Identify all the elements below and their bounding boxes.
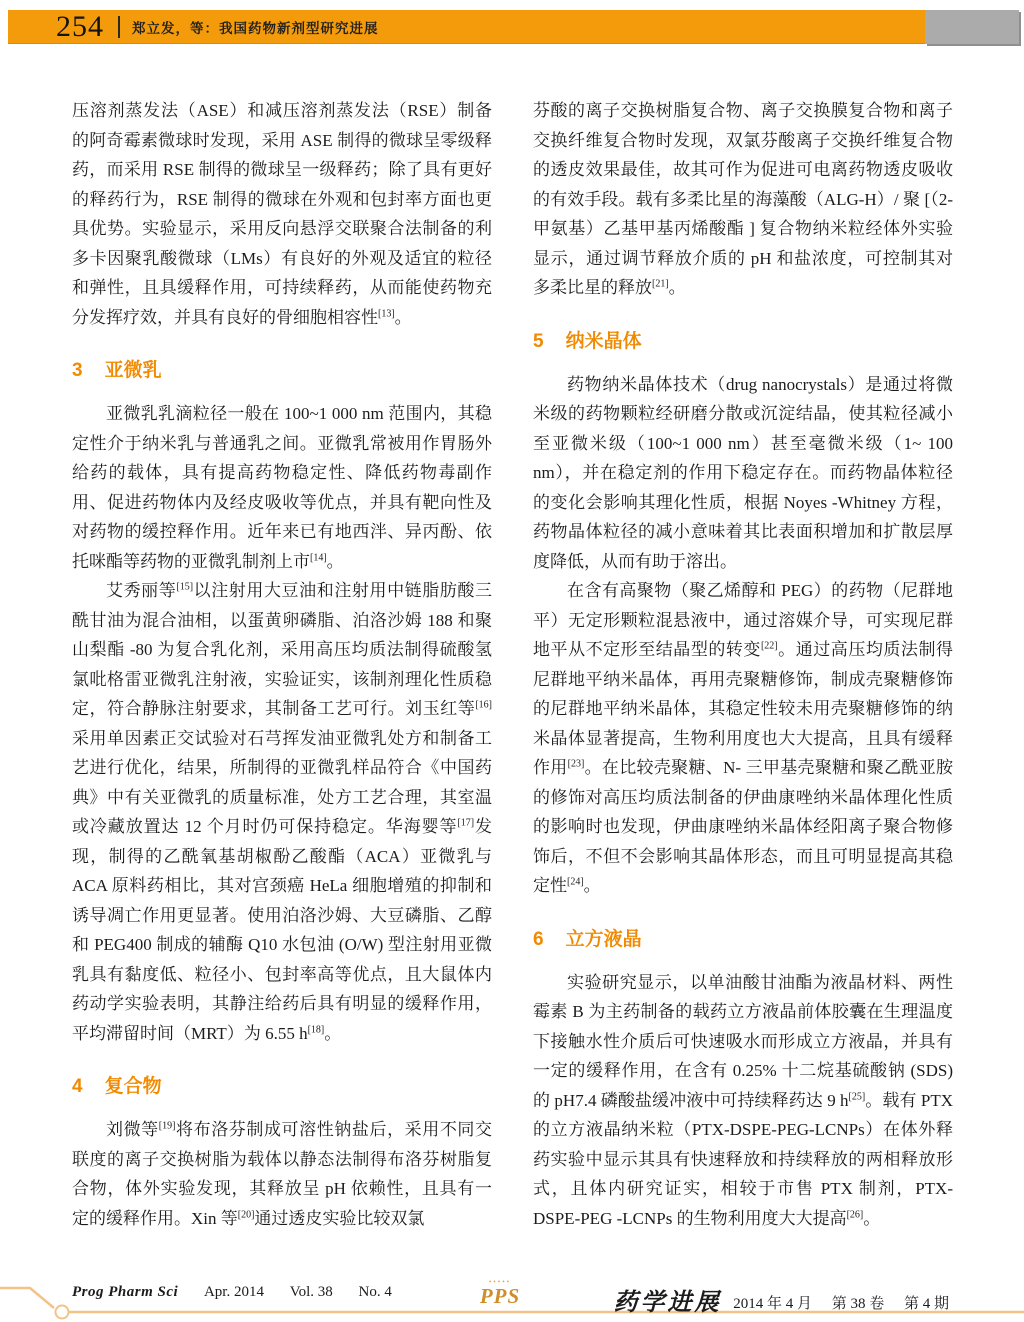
header-gray-band (925, 10, 1019, 44)
section-5-heading (533, 327, 953, 357)
footer-issue-en: No. 4 (358, 1284, 392, 1300)
section-6-heading (533, 925, 953, 955)
footer-citation-en (72, 1284, 392, 1301)
section-3-heading (72, 356, 492, 386)
pps-logo (472, 1279, 528, 1307)
footer-date-en: Apr. 2014 (203, 1284, 264, 1300)
column-right (533, 96, 953, 1233)
header-orange-band (8, 10, 925, 44)
section-3-number: 3 (72, 360, 83, 381)
paragraph-submicroemulsion-studies: 艾秀丽等[15]以注射用大豆油和注射用中链脂肪酸三酰甘油为混合油相，以蛋黄卵磷脂、泊洛沙姆 188 和聚山梨酯 -80 为复合乳化剂，采用高压均质法制得硫酸氢氯吡格雷亚微乳注射液，实验证实，该制剂理化性质稳定，符合静脉注射要求，其制备工艺可行。刘玉红等[16]采用单因素正交试验对石芎挥发油亚微乳处方和制备工艺进行优化，结果，所制得的亚微乳样品符合《中国药典》中有关亚微乳的质量标准，处方工艺合理，其室温或冷藏放置达 12 个月时仍可保持稳定。华海婴等[17]发现，制得的乙酰氧基胡椒酚乙酸酯（ACA）亚微乳与 ACA 原料药相比，其对宫颈癌 HeLa 细胞增殖的抑制和诱导凋亡作用更显著。使用泊洛沙姆、大豆磷脂、乙醇和 PEG400 制成的辅酶 Q10 水包油 (O/W) 型注射用亚微乳具有黏度低、粒径小、包封率高等优点，且大鼠体内药动学实验表明，其静注给药后具有明显的缓释作用，平均滞留时间（MRT）为 6.55 h[18]。 (72, 581, 493, 1043)
section-3-title: 亚微乳 (104, 360, 162, 381)
paragraph-nanocrystals-studies: 在含有高聚物（聚乙烯醇和 PEG）的药物（尼群地平）无定形颗粒混悬液中，通过溶媒介导，可实现尼群地平从不定形至结晶型的转变[22]。通过高压均质法制得尼群地平纳米晶体，再用壳聚糖修饰，制成壳聚糖修饰的尼群地平纳米晶体，其稳定性较未用壳聚糖修饰的纳米晶体显著提高，生物利用度也大大提高，且具有缓释作用[23]。在比较壳聚糖、N- 三甲基壳聚糖和聚乙酰亚胺的修饰对高压均质法制备的伊曲康唑纳米晶体理化性质的影响时也发现，伊曲康唑纳米晶体经阳离子聚合物修饰后，不但不会影响其晶体形态，而且可明显提高其稳定性[24]。 (533, 581, 954, 895)
footer-journal-en: Prog Pharm Sci (72, 1284, 179, 1300)
section-5-number: 5 (533, 330, 544, 352)
paragraph-nanocrystals-intro: 药物纳米晶体技术（drug nanocrystals）是通过将微米级的药物颗粒经研磨分散或沉淀结晶，使其粒径减小至亚微米级（100~1 000 nm）甚至毫微米级（1~ 100 nm），并在稳定剂的作用下稳定存在。而药物晶体粒径的变化会影响其理化性质，根据 Noyes -Whitney 方程，药物晶体粒径的减小意味着其比表面积增加和扩散层厚度降低，从而有助于溶出。 (533, 374, 953, 571)
section-4-number: 4 (72, 1076, 83, 1097)
paragraph-complexes-continued: 芬酸的离子交换树脂复合物、离子交换膜复合物和离子交换纤维复合物时发现，双氯芬酸离子交换纤维复合物的透皮效果最佳，故其可作为促进可电离药物透皮吸收的有效手段。载有多柔比星的海藻酸（ALG-H）/ 聚 [（2-甲氨基）乙基甲基丙烯酸酯 ] 复合物纳米粒经体外实验显示，通过调节释放介质的 pH 和盐浓度，可控制其对多柔比星的释放[21]。 (533, 101, 953, 297)
paragraph-cubic-liquid-crystal: 实验研究显示，以单油酸甘油酯为液晶材料、两性霉素 B 为主药制备的载药立方液晶前体胶囊在生理温度下接触水性介质后可快速吸水而形成立方液晶，并具有一定的缓释作用，在含有 0.25% 十二烷基硫酸钠 (SDS) 的 pH7.4 磷酸盐缓冲液中可持续释药达 9 h[25]。载有 PTX 的立方液晶纳米粒（PTX-DSPE-PEG-LCNPs）在体外释药实验中显示其具有快速释放和持续释放的两相释放形式，且体内研究证实，相较于市售 PTX 制剂，PTX-DSPE-PEG -LCNPs 的生物利用度大大提高[26]。 (533, 972, 953, 1228)
footer-citation-cn (613, 1282, 949, 1317)
header-divider (118, 16, 120, 38)
paragraph-complexes-intro: 刘微等[19]将布洛芬制成可溶性钠盐后，采用不同交联度的离子交换树脂为载体以静态法制得布洛芬树脂复合物，体外实验发现，其释放呈 pH 依赖性，且具有一定的缓释作用。Xin 等[20]通过透皮实验比较双氯 (72, 1120, 493, 1228)
footer-journal-cn: 药学进展 (613, 1290, 722, 1316)
section-6-number: 6 (533, 928, 544, 950)
column-left (72, 96, 492, 1233)
footer-volume-cn: 第 38 卷 (831, 1296, 885, 1312)
footer-volume-en: Vol. 38 (289, 1284, 333, 1300)
footer-issue-cn: 第 4 期 (903, 1296, 949, 1312)
pps-logo-text: PPS (479, 1284, 521, 1308)
running-title: 郑立发，等：我国药物新剂型研究进展 (132, 20, 379, 36)
section-6-title: 立方液晶 (565, 928, 642, 950)
paragraph-microspheres-continued: 压溶剂蒸发法（ASE）和减压溶剂蒸发法（RSE）制备的阿奇霉素微球时发现，采用 ASE 制得的微球呈零级释药，而采用 RSE 制得的微球呈一级释药；除了具有更好的释药行为，RSE 制得的微球在外观和包封率方面也更具优势。实验显示，采用反向悬浮交联聚合法制备的利多卡因聚乳酸微球（LMs）有良好的外观及适宜的粒径和弹性，且具缓释作用，可持续释药，从而能使药物充分发挥疗效，并具有良好的骨细胞相容性[13]。 (72, 101, 492, 327)
section-4-heading (72, 1072, 492, 1102)
section-5-title: 纳米晶体 (565, 330, 642, 352)
page-number: 254 (56, 9, 104, 43)
pps-logo-dots: ••••• (488, 1278, 512, 1286)
page-header-bar (8, 10, 1019, 44)
paragraph-submicroemulsion-intro: 亚微乳乳滴粒径一般在 100~1 000 nm 范围内，其稳定性介于纳米乳与普通乳之间。亚微乳常被用作胃肠外给药的载体，具有提高药物稳定性、降低药物毒副作用、促进药物体内及经皮吸收等优点，并具有靶向性及对药物的缓控释作用。近年来已有地西泮、异丙酚、依托咪酯等药物的亚微乳制剂上市[14]。 (72, 404, 492, 571)
section-4-title: 复合物 (104, 1076, 162, 1097)
footer-date-cn: 2014 年 4 月 (733, 1296, 812, 1312)
